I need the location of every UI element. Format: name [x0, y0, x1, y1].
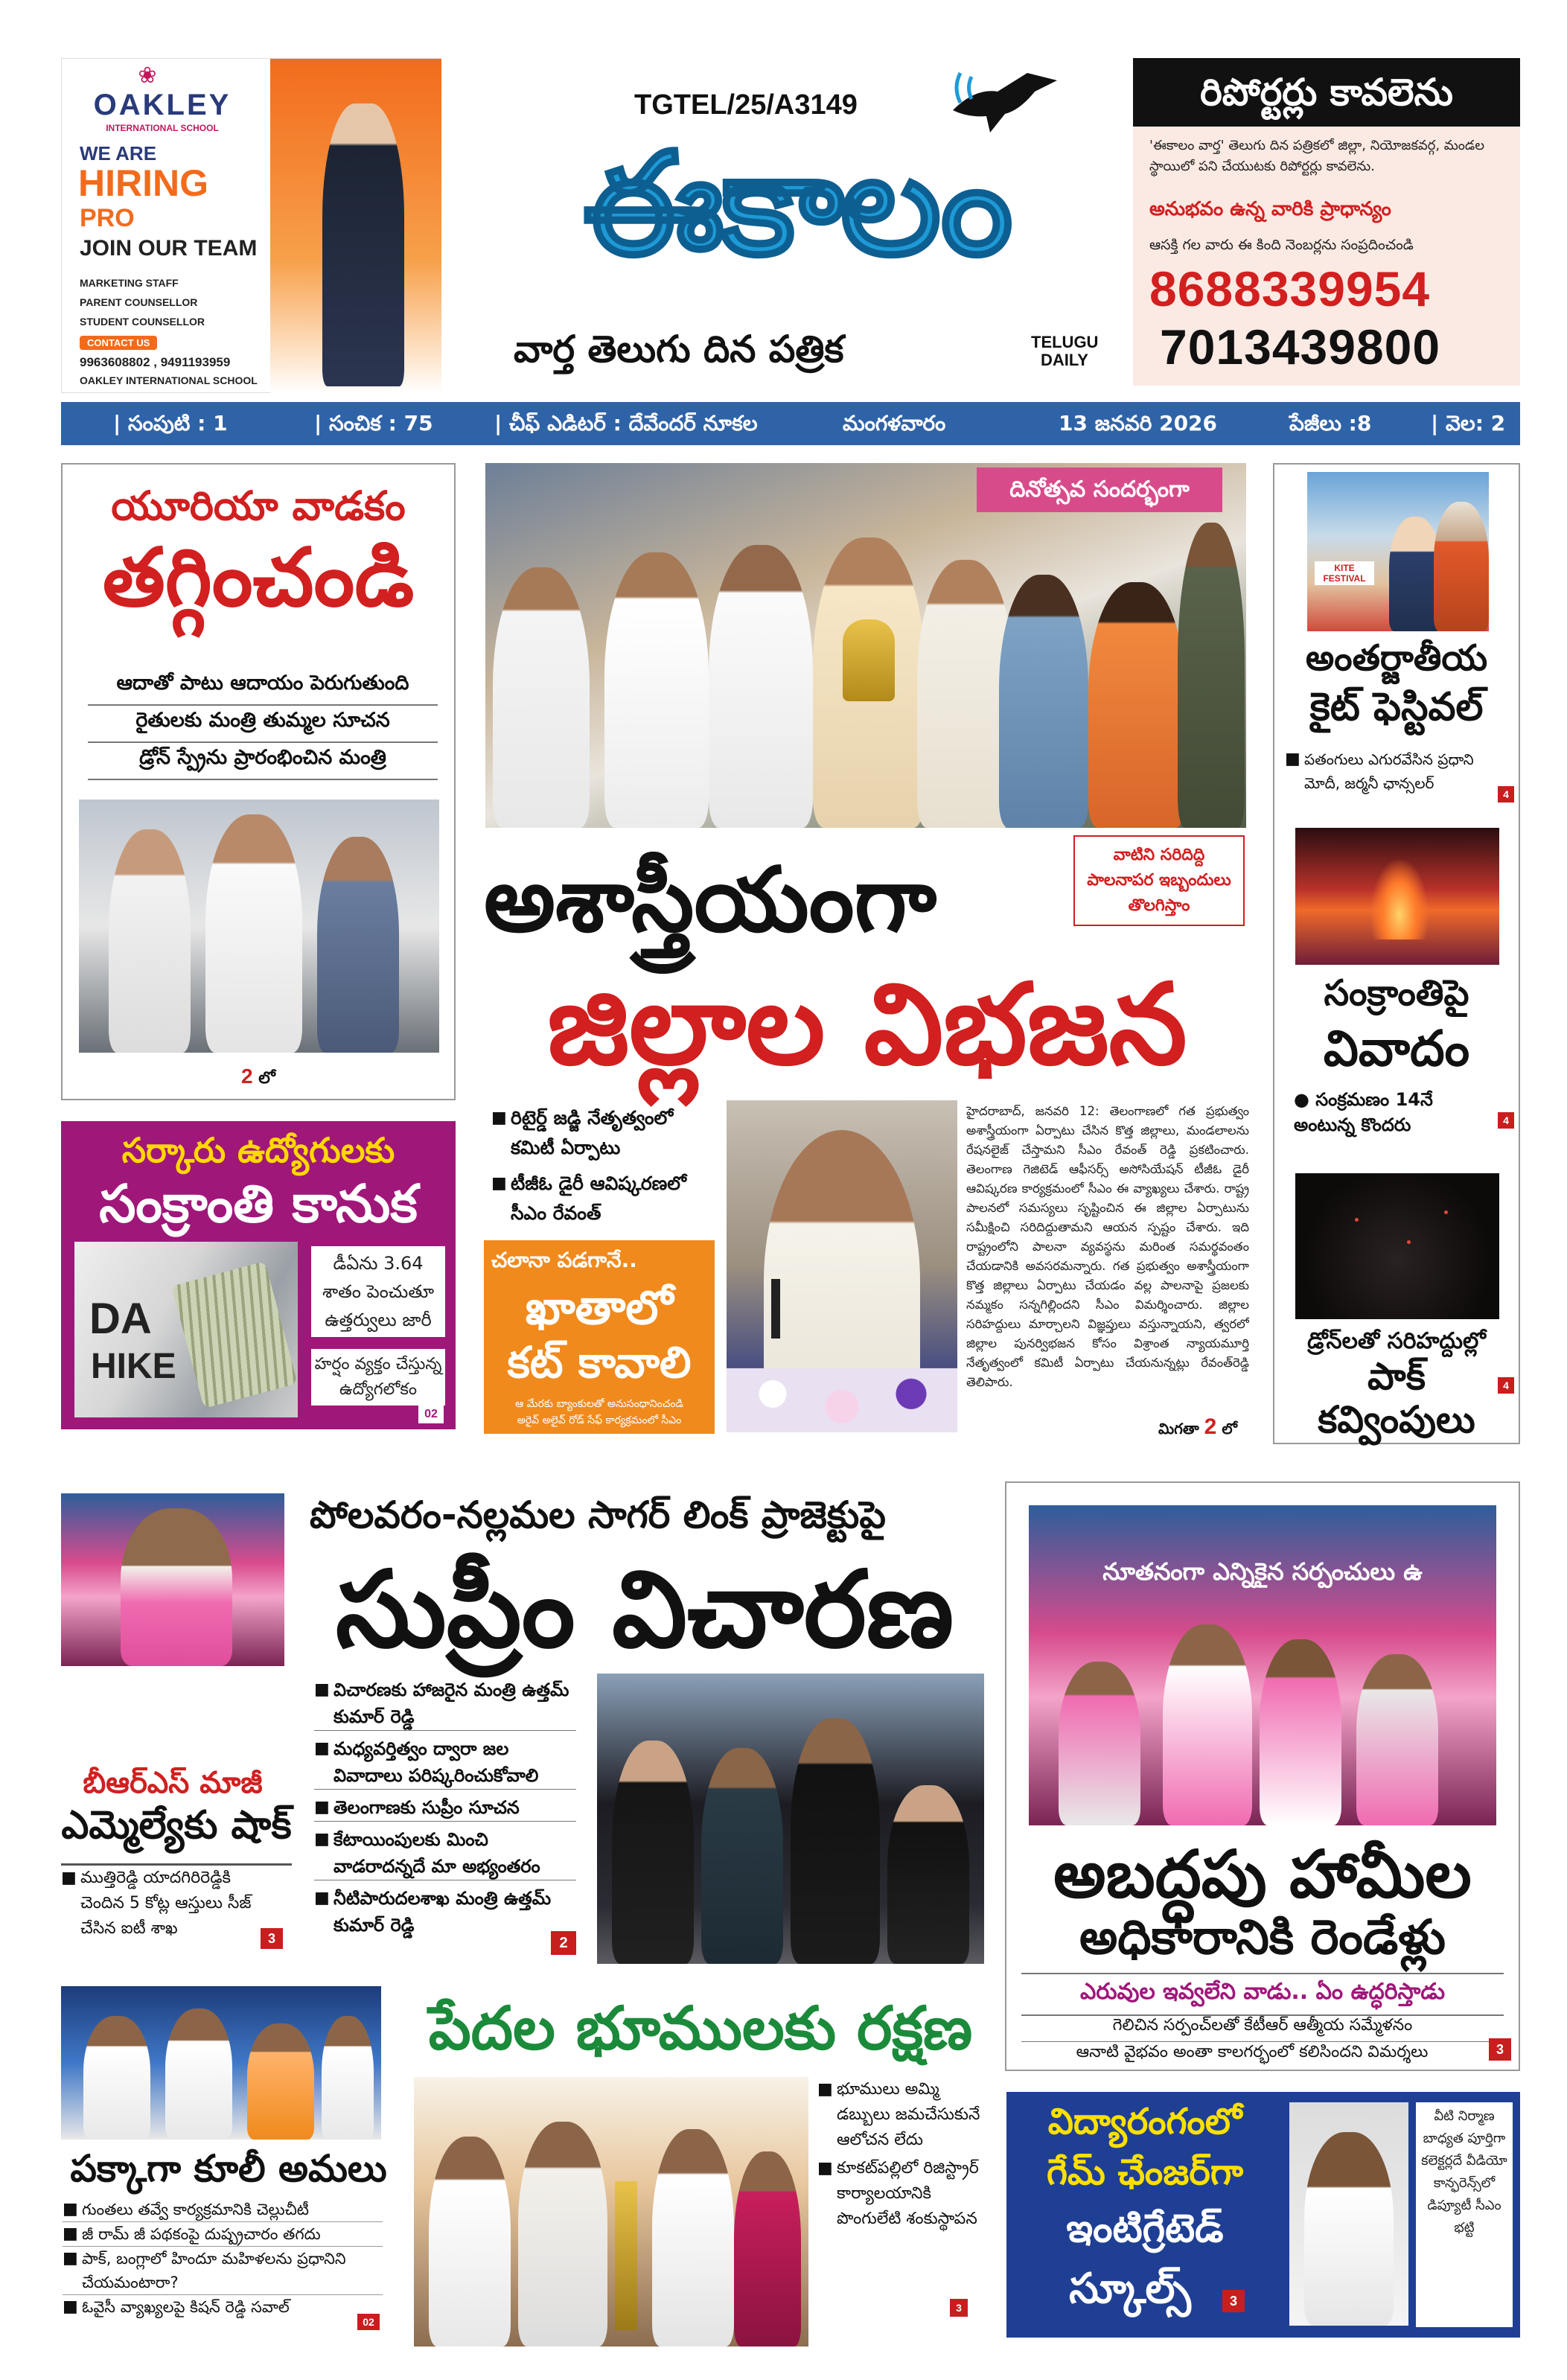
urea-headline: తగ్గించండి [102, 532, 415, 625]
da-photo-text-1: DA [89, 1295, 152, 1343]
info-bar [61, 402, 1520, 445]
da-hike-photo [74, 1242, 298, 1417]
supreme-bullets [314, 1676, 576, 1939]
kishan-reddy-photo [61, 1986, 381, 2140]
main-headline-2: జిల్లాల విభజన [547, 960, 1187, 1090]
da-side-2: హర్షం వ్యక్తం చేస్తున్న ఉద్యోగలోకం [311, 1349, 445, 1406]
kooli-headline: పక్కాగా కూలీ అమలు [70, 2147, 387, 2190]
land-page-ref[interactable]: 3 [950, 2299, 968, 2317]
main-body-text: హైదరాబాద్, జనవరి 12: తెలంగాణలో గత ప్రభుత్వం అశాస్త్రీయంగా ఏర్పాటు చేసిన కొత్త జిల్లాలు, మండలాలను రేషనలైజ్ చేస్తామని సీఎం రేవంత్ రెడ్డి ప్రకటించారు. తెలంగాణ గెజిటెడ్ ఆఫీసర్స్ అసోసియేషన్ టీజీఓ డైరీ ఆవిష్కరణ కార్యక్రమంలో సీఎం ఈ వ్యాఖ్యలు చేశారు. రాష్ట్ర పాలనలో సమస్యలు సృష్టించిన ఈ జిల్లాల ఏర్పాటును సమీక్షించి సరిదిద్దుతామని ఆయన స్పష్టం చేశారు. ఇది రాష్ట్రంలోని పాలనా వ్యవస్థను మరింత సమర్థవంతం చేయడానికి అవసరమన్నారు. గత ప్రభుత్వం అశాస్త్రీయంగా కొత్త జిల్లాలు ఏర్పాటు చేయడం వల్ల పాలనాపై ప్రజలకు నమ్మకం సన్నగిల్లిందని సీఎం విమర్శించారు. జిల్లాల సరిహద్దులు మార్చాలని విజ్ఞప్తులు వస్తున్నాయని, త్వరలో జిల్లాల పునర్విభజన కోసం విశ్రాంత న్యాయమూర్తి నేతృత్వంలో కమిటీ ఏర్పాటు చేయనున్నట్లు రేవంత్‌రెడ్డి తెలిపారు. [966, 1104, 1249, 1389]
supreme-page-ref[interactable]: 2 [551, 1931, 576, 1955]
da-headline: సంక్రాంతి కానుక [99, 1173, 418, 1234]
main-bullet-item: ■ రిటైర్డ్ జడ్జి నేతృత్వంలో కమిటీ ఏర్పాటు [491, 1103, 715, 1163]
currency-notes-icon [171, 1261, 298, 1408]
role-item: MARKETING STAFF [80, 277, 179, 289]
kite-festival-photo [1307, 472, 1489, 631]
drone-headline-3: కవ్వింపులు [1318, 1398, 1475, 1441]
sankranti-bullet-text: సంక్రమణం 14నే అంటున్న కొందరు [1294, 1089, 1433, 1135]
weekday: మంగళవారం [843, 411, 946, 436]
pro-text: PRO [80, 204, 135, 232]
main-box-note: వాటిని సరిదిద్ది పాలనాపర ఇబ్బందులు తొలగిస్తాం [1073, 835, 1245, 926]
urea-page-ref[interactable] [241, 1065, 275, 1091]
sankranti-headline-1: సంక్రాంతిపై [1324, 972, 1469, 1014]
ktr-sub: ఎరువుల ఇవ్వలేని వాడు.. ఏం ఉద్ధరిస్తాడు [1021, 1973, 1504, 2016]
role-item: PARENT COUNSELLOR [80, 296, 198, 308]
chief-editor: | చీఫ్ ఎడిటర్ : దేవేందర్ నూకల [494, 411, 758, 436]
main-headline-1: అశాస్త్రీయంగా [484, 849, 937, 952]
ad-phone-1[interactable]: 8688339954 [1149, 261, 1431, 316]
da-side-1: డీఏను 3.64 శాతం పెంచుతూ ఉత్తర్వులు జారీ [311, 1246, 445, 1337]
page-ref-number: 2 [241, 1065, 253, 1088]
brs-headline: ఎమ్మెల్యేకు షాక్ [61, 1803, 292, 1866]
sidebar-column [1273, 463, 1520, 1444]
continued-suffix: లో [1222, 1420, 1237, 1438]
ad-phone-2[interactable]: 7013439800 [1160, 319, 1441, 374]
school-name: OAKLEY [93, 89, 232, 121]
we-are-text: WE ARE [80, 142, 157, 165]
ktr-page-ref[interactable]: 3 [1489, 2038, 1511, 2061]
schools-side: వీటి నిర్మాణ బాధ్యత పూర్తిగా కలెక్టర్లదే వీడియో కాన్ఫరెన్స్‌లో డిప్యూటీ సీఎం భట్టి [1416, 2102, 1513, 2327]
flowers-icon [727, 1368, 957, 1432]
kite-headline-1: అంతర్జాతీయ [1305, 637, 1488, 679]
bhatti-photo [1289, 2102, 1408, 2326]
ad-title: రిపోర్టర్లు కావలెను [1133, 58, 1520, 127]
schools-line-1: విద్యారంగంలో [1047, 2101, 1242, 2143]
sankranti-bullet [1294, 1087, 1487, 1138]
contact-label: CONTACT US [80, 336, 157, 350]
issue: | సంచిక : 75 [314, 411, 433, 436]
continued-label: మిగతా [1158, 1420, 1199, 1438]
land-bullets [817, 2077, 989, 2232]
ktr-line-2: ఆనాటి వైభవం అంతా కాలగర్భంలో కలిసిందని విమర్శలు [1076, 2043, 1429, 2061]
registration-number: TGTEL/25/A3149 [634, 89, 858, 121]
schools-line-4: స్కూల్స్ [1069, 2265, 1191, 2313]
night-drones-photo [1295, 1173, 1499, 1319]
kite-headline-2: కైట్ ఫెస్టివల్ [1309, 685, 1484, 730]
land-bullet-item: ■ భూములు అమ్మి డబ్బులు జమచేసుకునే ఆలోచన లేదు [817, 2077, 989, 2153]
continued-page: 2 [1204, 1414, 1217, 1439]
cm-revanth-photo [727, 1100, 957, 1432]
sankranti-page-ref[interactable]: 4 [1498, 1112, 1514, 1129]
reporters-wanted-ad[interactable] [1133, 58, 1520, 386]
da-story[interactable] [61, 1121, 456, 1429]
main-bullet-item: ■ టీజీఓ డైరీ ఆవిష్కరణలో సీఎం రేవంత్ [491, 1169, 715, 1228]
ktr-sarpanch-photo [1029, 1505, 1496, 1825]
challan-box[interactable] [484, 1240, 715, 1434]
main-continued[interactable] [1158, 1414, 1237, 1441]
roles-list [80, 273, 205, 331]
ad-line2: అనుభవం ఉన్న వారికి ప్రాధాన్యం [1149, 198, 1391, 220]
masthead-tagline-en: TELUGU DAILY [1031, 333, 1099, 369]
hiring-text: HIRING [78, 162, 208, 204]
ktr-story[interactable] [1005, 1481, 1520, 2071]
school-sub: INTERNATIONAL SCHOOL [106, 123, 219, 133]
ktr-headline-1: అబద్ధపు హామీల [1053, 1836, 1472, 1912]
man-in-suit-photo [322, 103, 404, 386]
masthead-title: ఈకాలం [583, 122, 1010, 287]
contact-phones[interactable]: 9963608802 , 9491193959 [80, 355, 231, 369]
minister-drone-photo [79, 800, 439, 1053]
volume: | సంపుటి : 1 [113, 411, 228, 436]
challan-headline-2: కట్ కావాలి [507, 1337, 692, 1388]
schools-line-3: ఇంటిగ్రేటెడ్ [1066, 2207, 1224, 2251]
main-bullets [491, 1103, 715, 1228]
brs-kicker: బీఆర్ఎస్ మాజీ [83, 1766, 263, 1800]
kite-page-ref[interactable]: 4 [1498, 786, 1514, 803]
kite-bullet-text: ■ పతంగులు ఎగురవేసిన ప్రధాని మోదీ, జర్మనీ ఛాన్సలర్ [1285, 747, 1486, 795]
ad-line1: 'ఈకాలం వార్త' తెలుగు దిన పత్రికలో జిల్లా, నియోజకవర్గ, మండల స్థాయిలో పని చేయుటకు రిపోర్టర్లు కావలెను. [1149, 138, 1485, 174]
drone-page-ref[interactable]: 4 [1498, 1377, 1514, 1394]
bonfire-photo [1295, 828, 1499, 965]
supreme-bullet-item: ■ నీటిపారుదలశాఖ మంత్రి ఉత్తమ్ కుమార్ రెడ్డి [314, 1885, 576, 1939]
da-photo-text-2: HIKE [91, 1347, 176, 1386]
drone-headline-2: పాక్ [1367, 1355, 1426, 1398]
brs-bullet [61, 1866, 277, 1942]
drone-headline-1: డ్రోన్‌లతో సరిహద్దుల్లో [1307, 1328, 1486, 1354]
kite-sign: KITE FESTIVAL [1315, 561, 1374, 585]
urea-sub-1: ఆదాతో పాటు ఆదాయం పెరుగుతుంది [88, 671, 438, 706]
bullet-dot-icon: ● [1294, 1089, 1316, 1110]
supreme-bullet-item: ■ మధ్యవర్తిత్వం ద్వారా జల వివాదాలు పరిష్కరించుకోవాలి [314, 1735, 576, 1790]
brs-leader-photo [61, 1493, 284, 1666]
challan-foot-1: ఆ మేరకు బ్యాంకులతో అనుసంధానించండి [515, 1398, 683, 1410]
supreme-court-photo [597, 1674, 984, 1964]
page-count: పేజీలు :8 [1289, 411, 1372, 436]
da-page-ref[interactable]: 02 [418, 1406, 444, 1423]
role-item: STUDENT COUNSELLOR [80, 316, 205, 328]
kite-bullet [1285, 747, 1486, 795]
kooli-bullets [63, 2198, 383, 2319]
challan-kicker: చలానా పడగానే.. [491, 1248, 637, 1272]
challan-foot-2: అరైవ్ అలైవ్ రోడ్ సేఫ్ కార్యక్రమంలో సీఎం [517, 1414, 682, 1426]
land-headline: పేదల భూములకు రక్షణ [428, 1994, 973, 2063]
brs-bullet-text: ■ ముత్తిరెడ్డి యాదగిరిరెడ్డికి చెందిన 5 కోట్ల ఆస్తులు సీజ్ చేసిన ఐటీ శాఖ [61, 1866, 277, 1942]
microphone-icon [771, 1279, 780, 1339]
lamp-icon [615, 2181, 637, 2330]
cm-award-photo [485, 463, 1246, 828]
masthead-tagline: వార్త తెలుగు దిన పత్రిక [514, 328, 844, 371]
kooli-page-ref[interactable]: 02 [357, 2314, 380, 2330]
urea-story[interactable] [61, 463, 456, 1100]
kooli-bullet-item: ■ పాక్, బంగ్లాలో హిందూ మహిళలను ప్రధానిని చేయమంటారా? [63, 2247, 383, 2295]
supreme-bullet-item: ■ తెలంగాణకు సుప్రీం సూచన [314, 1794, 576, 1822]
ad-line3: ఆసక్తి గల వారు ఈ కింది నెంబర్లను సంప్రదించండి [1149, 237, 1414, 253]
price: | వెల: 2 [1431, 411, 1506, 436]
urea-sub-3: డ్రోన్ స్ప్రేను ప్రారంభించిన మంత్రి [88, 746, 438, 780]
join-team-text: JOIN OUR TEAM [80, 236, 258, 261]
award-plaque-icon [843, 619, 895, 701]
schools-line-2: గేమ్ ఛేంజర్‌గా [1046, 2151, 1244, 2193]
supreme-headline: సుప్రీం విచారణ [335, 1548, 954, 1671]
da-kicker: సర్కారు ఉద్యోగులకు [121, 1130, 395, 1170]
supreme-kicker: పోలవరం-నల్లమల సాగర్ లింక్ ప్రాజెక్టుపై [310, 1493, 886, 1537]
ktr-photo-banner: నూతనంగా ఎన్నికైన సర్పంచులు ఉ [1102, 1557, 1423, 1586]
ktr-headline-2: అధికారానికి రెండేళ్లు [1079, 1910, 1446, 1965]
issue-date: 13 జనవరి 2026 [1059, 411, 1218, 436]
contact-address: OAKLEY INTERNATIONAL SCHOOL [80, 374, 258, 386]
kooli-bullet-item: ■ జీ రామ్ జీ పథకంపై దుష్ప్రచారం తగదు [63, 2222, 383, 2247]
lamp-lighting-photo [414, 2077, 808, 2346]
ktr-line-1: గెలిచిన సర్పంచ్‌లతో కేటీఆర్ ఆత్మీయ సమ్మేళనం [1021, 2016, 1504, 2042]
hiring-ad[interactable] [61, 58, 441, 393]
schools-story[interactable] [1006, 2092, 1520, 2338]
kooli-bullet-item: ■ గుంతలు తవ్వే కార్యక్రమానికి చెల్లుచీటీ [63, 2198, 383, 2222]
lotus-logo-icon: ❀ [138, 63, 157, 89]
land-bullet-item: ■ కూకట్‌పల్లిలో రిజిస్ట్రార్ కార్యాలయానికి పొంగులేటి శంకుస్థాపన [817, 2156, 989, 2232]
photo-banner: దినోత్సవ సందర్భంగా [977, 468, 1222, 512]
urea-sub-2: రైతులకు మంత్రి తుమ్మల సూచన [88, 709, 438, 743]
urea-kicker: యూరియా వాడకం [111, 482, 406, 529]
challan-headline-1: ఖాతాలో [525, 1280, 674, 1335]
kooli-bullet-item: ■ ఓవైసీ వ్యాఖ్యలపై కిషన్ రెడ్డి సవాల్ [63, 2295, 383, 2319]
sankranti-headline-2: వివాదం [1323, 1020, 1470, 1077]
brs-page-ref[interactable]: 3 [261, 1928, 283, 1949]
page-ref-suffix: లో [258, 1069, 275, 1088]
supreme-bullet-item: ■ కేటాయింపులకు మించి వాడరాదన్నదే మా అభ్యంతరం [314, 1826, 576, 1880]
schools-page-ref[interactable]: 3 [1222, 2290, 1245, 2312]
supreme-bullet-item: ■ విచారణకు హాజరైన మంత్రి ఉత్తమ్ కుమార్ రెడ్డి [314, 1676, 576, 1731]
